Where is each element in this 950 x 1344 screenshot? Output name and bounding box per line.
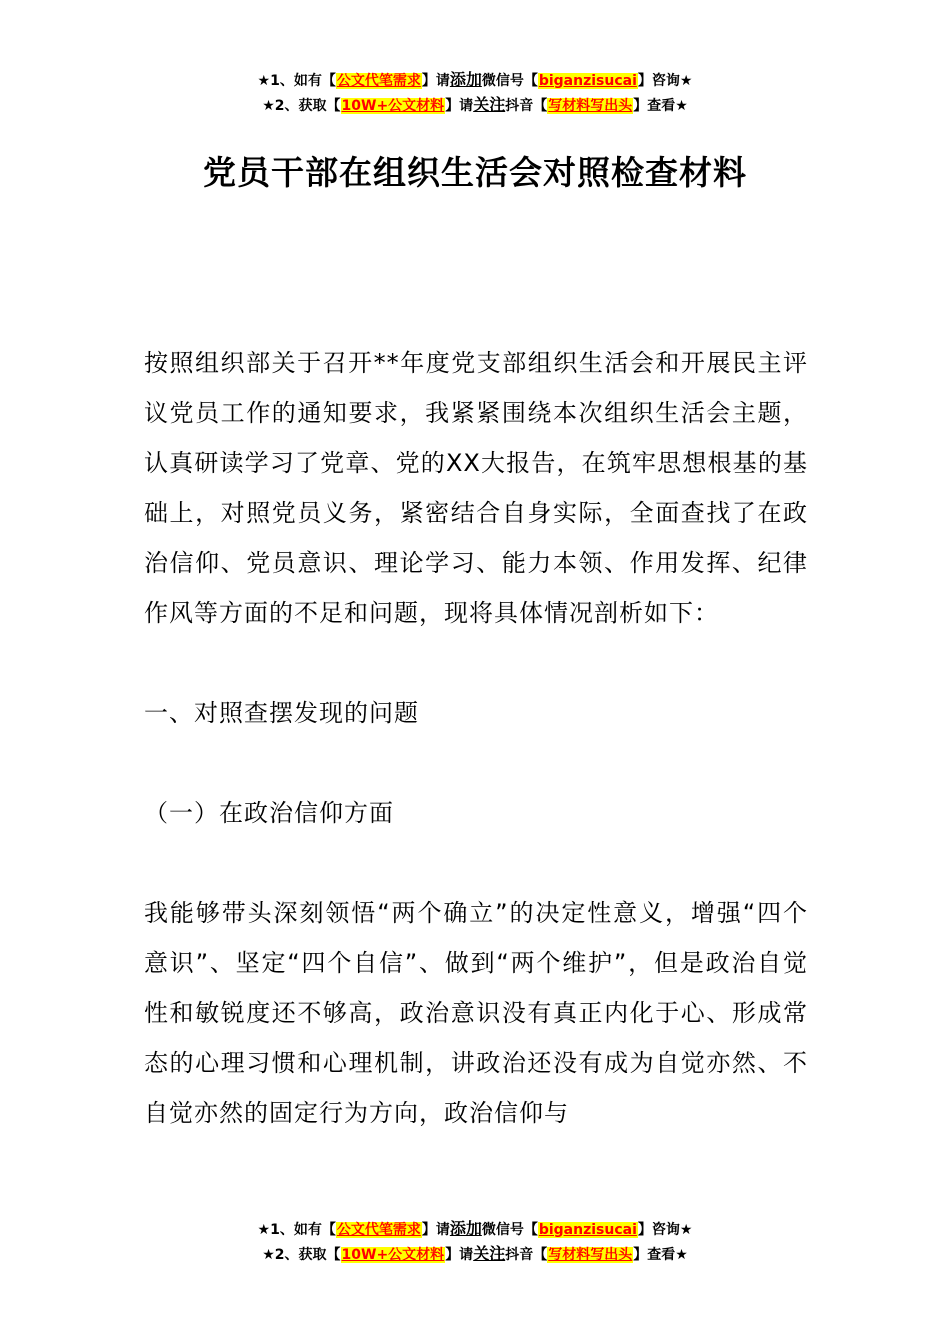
subsection-paragraph: 我能够带头深刻领悟“两个确立”的决定性意义，增强“四个意识”、坚定“四个自信”、做到“两个维护”，但是政治自觉性和敏锐度还不够高，政治意识没有真正内化于心、形成常态的心理习惯和心理机制，讲政治还没有成为自觉亦然、不自觉亦然的固定行为方向，政治信仰与 bbox=[144, 899, 808, 1127]
promo-text: ★2、获取【 bbox=[262, 98, 341, 114]
promo-line-1 bbox=[0, 1217, 950, 1242]
document-title: 党员干部在组织生活会对照检查材料 bbox=[203, 153, 747, 192]
promo-text: 】查看★ bbox=[633, 98, 688, 114]
intro-paragraph: 按照组织部关于召开**年度党支部组织生活会和开展民主评议党员工作的通知要求，我紧紧围绕本次组织生活会主题，认真研读学习了党章、党的XX大报告，在筑牢思想根基的基础上，对照党员义务，紧密结合自身实际，全面查找了在政治信仰、党员意识、理论学习、能力本领、作用发挥、纪律作风等方面的不足和问题，现将具体情况剖析如下： bbox=[144, 349, 808, 627]
promo-text: 】请 bbox=[445, 1247, 474, 1263]
promo-text: 】查看★ bbox=[633, 1247, 688, 1263]
promo-line-1 bbox=[0, 68, 950, 93]
promo-douyin-id: 写材料写出头 bbox=[548, 1247, 633, 1263]
promo-wechat-id: biganzisucai bbox=[538, 1222, 637, 1238]
promo-highlight: 10W+公文材料 bbox=[341, 1247, 445, 1263]
subsection-heading: （一）在政治信仰方面 bbox=[144, 799, 394, 827]
promo-text: 】请 bbox=[421, 73, 450, 89]
promo-text: 抖音【 bbox=[505, 1247, 548, 1263]
promo-text: ★1、如有【 bbox=[257, 73, 336, 89]
promo-emphasis: 关注 bbox=[473, 95, 506, 114]
promo-douyin-id: 写材料写出头 bbox=[548, 98, 633, 114]
promo-line-2 bbox=[0, 93, 950, 118]
promo-text: 】咨询★ bbox=[637, 1222, 693, 1238]
promo-emphasis: 添加 bbox=[449, 70, 482, 89]
promo-banner-top bbox=[0, 68, 950, 118]
promo-emphasis: 关注 bbox=[473, 1244, 506, 1263]
document-body bbox=[144, 338, 808, 1138]
promo-text: ★2、获取【 bbox=[262, 1247, 341, 1263]
section-heading: 一、对照查摆发现的问题 bbox=[144, 699, 419, 727]
promo-text: ★1、如有【 bbox=[257, 1222, 336, 1238]
promo-wechat-id: biganzisucai bbox=[538, 73, 637, 89]
promo-text: 微信号【 bbox=[481, 73, 538, 89]
promo-emphasis: 添加 bbox=[449, 1219, 482, 1238]
promo-highlight: 10W+公文材料 bbox=[341, 98, 445, 114]
promo-text: 】咨询★ bbox=[637, 73, 693, 89]
promo-text: 微信号【 bbox=[481, 1222, 538, 1238]
promo-text: 抖音【 bbox=[505, 98, 548, 114]
promo-highlight: 公文代笔需求 bbox=[336, 73, 421, 89]
promo-text: 】请 bbox=[445, 98, 474, 114]
paragraph-gap bbox=[144, 638, 808, 688]
promo-text: 】请 bbox=[421, 1222, 450, 1238]
paragraph-gap bbox=[144, 738, 808, 788]
promo-highlight: 公文代笔需求 bbox=[336, 1222, 421, 1238]
paragraph-gap bbox=[144, 838, 808, 888]
promo-banner-bottom bbox=[0, 1217, 950, 1267]
promo-line-2 bbox=[0, 1242, 950, 1267]
